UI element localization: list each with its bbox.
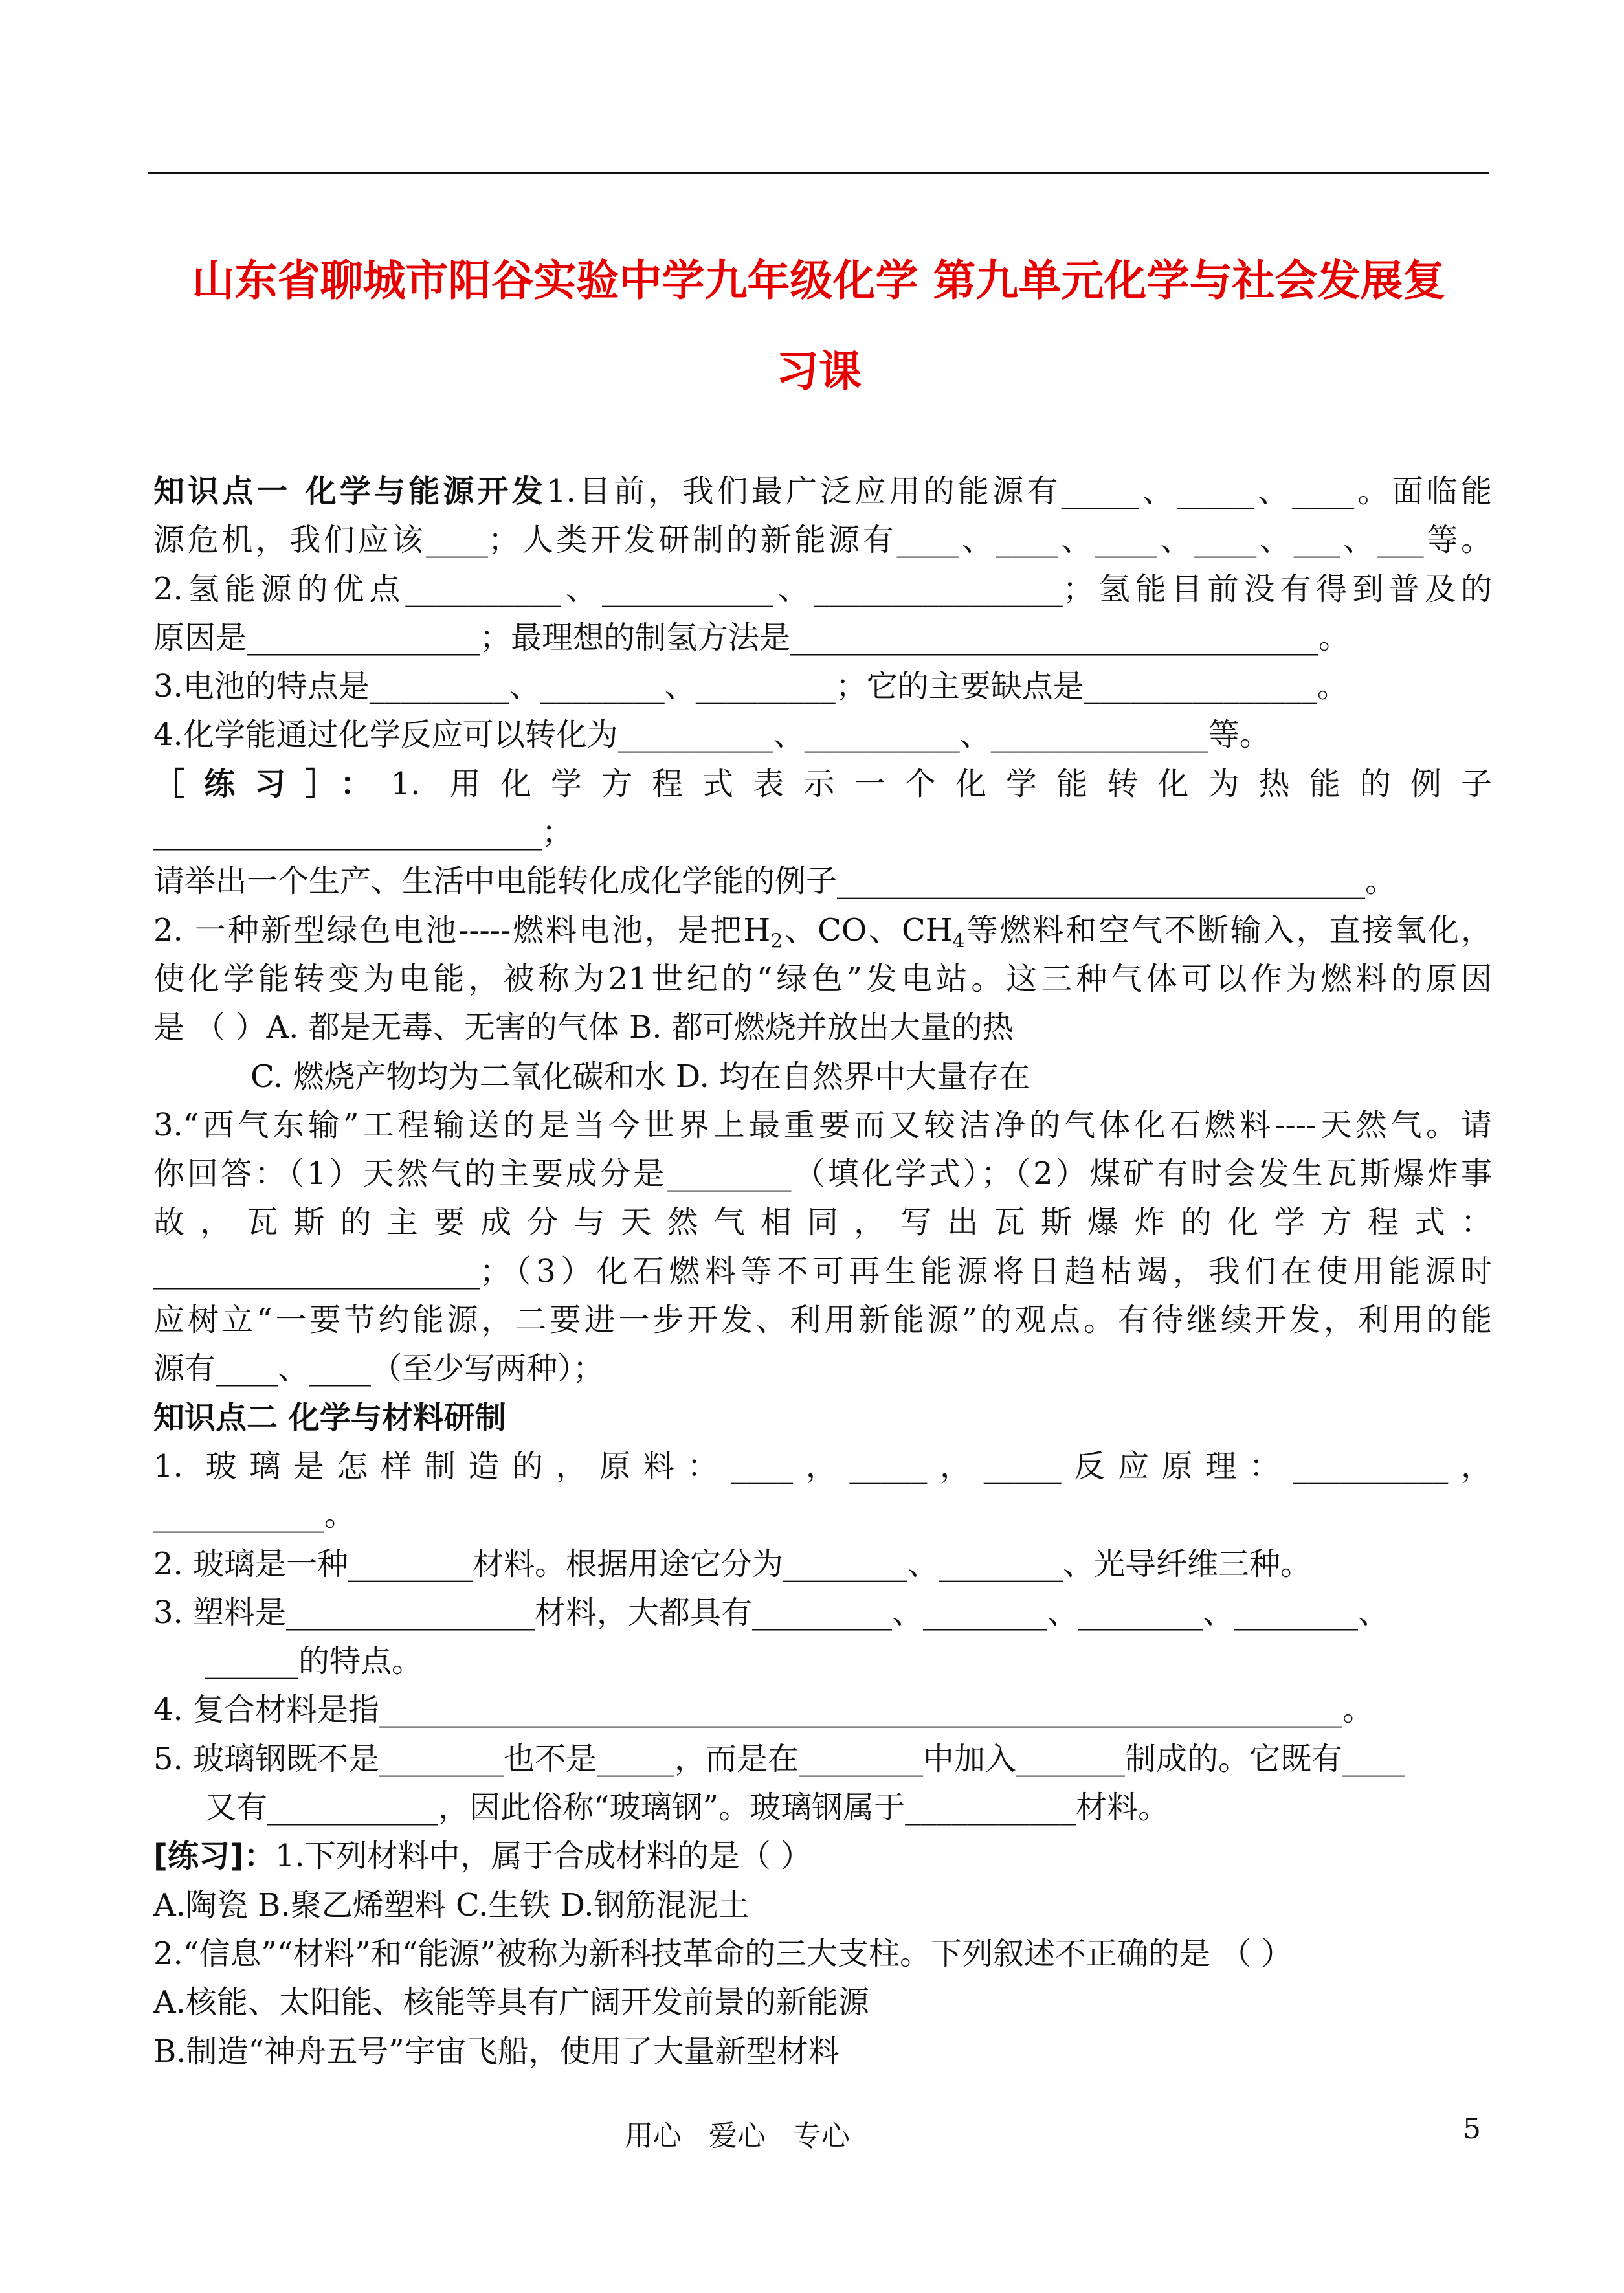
text-line: [153, 809, 1492, 857]
text-segment: 使化学能转变为电能，被称为21世纪的“绿色”发电站。这三种气体可以作为燃料的原因: [153, 960, 1492, 997]
text-line: [153, 1198, 1492, 1247]
text-segment: 4.化学能通过化学反应可以转化为__________、__________、______________等。: [153, 717, 1271, 754]
text-segment: 故，瓦斯的主要成分与天然气相同，写出瓦斯爆炸的化学方程式：: [153, 1204, 1492, 1241]
text-segment: 应树立“一要节约能源，二要进一步开发、利用新能源”的观点。有待继续开发，利用的能: [153, 1302, 1492, 1339]
text-segment: 、CO、CH: [783, 912, 953, 948]
text-segment: ______的特点。: [205, 1643, 423, 1680]
document-title-line-1: 山东省聊城市阳谷实验中学九年级化学 第九单元化学与社会发展复: [192, 256, 1446, 306]
section-heading: 知识点二 化学与材料研制: [153, 1399, 506, 1436]
document-title-line-2: 习课: [776, 346, 862, 396]
text-segment: 5. 玻璃钢既不是________也不是_____，而是在________中加入_______制成的。它既有____: [153, 1740, 1405, 1777]
text-segment: 3.“西气东输”工程输送的是当今世界上最重要而又较洁净的气体化石燃料----天然气。请: [153, 1106, 1492, 1143]
text-line: [153, 1686, 1492, 1734]
text-segment: 3. 塑料是________________材料，大都具有_________、________、________、________、: [153, 1594, 1390, 1631]
text-line: [153, 955, 1492, 1003]
text-line: [153, 516, 1492, 565]
text-segment: B.制造“神舟五号”宇宙飞船，使用了大量新型材料: [153, 2033, 840, 2070]
header-rule: [148, 172, 1489, 174]
text-line: [153, 1978, 1492, 2027]
text-line: [153, 1247, 1492, 1296]
text-line: [153, 1442, 1492, 1491]
text-segment: 源危机，我们应该____；人类开发研制的新能源有____、____、____、____、___、___等。: [153, 522, 1492, 559]
subscript: 4: [952, 930, 965, 953]
text-segment: 请举出一个生产、生活中电能转化成化学能的例子__________________________________。: [153, 863, 1397, 900]
text-line: [153, 1637, 1492, 1686]
text-segment: ___________。: [153, 1497, 356, 1534]
text-line: [153, 1881, 1492, 1930]
text-line: [153, 1053, 1492, 1101]
text-segment: A.陶瓷 B.聚乙烯塑料 C.生铁 D.钢筋混泥土: [153, 1886, 750, 1923]
text-line: [153, 1784, 1492, 1832]
subscript: 2: [770, 930, 783, 953]
text-line: [153, 1101, 1492, 1150]
text-line: [153, 760, 1492, 809]
text-line: [153, 1930, 1492, 1978]
text-segment: 源有____、____（至少写两种）；: [153, 1350, 605, 1387]
section-heading: ［练习］：: [153, 765, 391, 802]
text-line: [153, 1296, 1492, 1345]
text-segment: 1.目前，我们最广泛应用的能源有_____、_____、____。面临能: [546, 473, 1492, 509]
footer-motto: 用心 爱心 专心: [625, 2120, 850, 2153]
text-segment: 1. 用化学方程式表示一个化学能转化为热能的例子: [390, 765, 1492, 802]
text-segment: 是 （ ）A. 都是无毒、无害的气体 B. 都可燃烧并放出大量的热: [153, 1009, 1014, 1046]
text-segment: A.核能、太阳能、核能等具有广阔开发前景的新能源: [153, 1984, 869, 2021]
text-line: [153, 1491, 1492, 1539]
text-segment: 4. 复合材料是指______________________________________________________________。: [153, 1692, 1374, 1728]
text-line: [153, 857, 1492, 906]
text-segment: 2. 玻璃是一种________材料。根据用途它分为________、________、光导纤维三种。: [153, 1545, 1312, 1582]
text-line: [153, 1540, 1492, 1589]
page-number: 5: [1463, 2112, 1481, 2145]
text-line: [153, 662, 1492, 711]
text-line: [153, 614, 1492, 662]
document-body: [153, 467, 1492, 2076]
text-segment: 又有___________，因此俗称“玻璃钢”。玻璃钢属于___________材料。: [205, 1789, 1170, 1826]
text-segment: 2. 一种新型绿色电池-----燃料电池，是把H: [153, 912, 771, 948]
text-line: [153, 1003, 1492, 1052]
text-segment: 原因是_______________；最理想的制氢方法是__________________________________。: [153, 619, 1350, 656]
text-segment: 1.下列材料中，属于合成材料的是（ ）: [274, 1838, 812, 1875]
section-heading: 知识点一 化学与能源开发: [153, 473, 546, 509]
text-line: [153, 1832, 1492, 1881]
text-segment: _____________________；（3）化石燃料等不可再生能源将日趋枯竭，我们在使用能源时: [153, 1253, 1492, 1290]
text-segment: C. 燃烧产物均为二氧化碳和水 D. 均在自然界中大量存在: [250, 1058, 1030, 1095]
text-segment: 2.“信息”“材料”和“能源”被称为新科技革命的三大支柱。下列叙述不正确的是 （ ）: [153, 1935, 1293, 1972]
page-footer: [0, 2112, 1624, 2158]
text-line: [153, 711, 1492, 759]
text-segment: 等燃料和空气不断输入，直接氧化，: [964, 912, 1492, 948]
section-heading: [练习]：: [153, 1838, 275, 1875]
text-line: [153, 1345, 1492, 1393]
text-segment: 3.电池的特点是_________、________、_________；它的主要缺点是_______________。: [153, 668, 1348, 705]
text-line: [153, 1735, 1492, 1784]
text-line: [153, 2028, 1492, 2076]
text-line: [153, 1589, 1492, 1637]
text-line: [153, 1394, 1492, 1442]
text-segment: _________________________；: [153, 814, 573, 851]
text-line: [153, 1150, 1492, 1198]
text-segment: 1. 玻璃是怎样制造的，原料：____，_____，_____反应原理：__________，: [153, 1448, 1492, 1484]
text-line: [153, 565, 1492, 614]
text-line: [153, 906, 1492, 955]
text-segment: 你回答：（1）天然气的主要成分是________（填化学式）；（2）煤矿有时会发生瓦斯爆炸事: [153, 1156, 1492, 1192]
text-segment: 2.氢能源的优点__________、___________、________________；氢能目前没有得到普及的: [153, 570, 1492, 607]
text-line: [153, 467, 1492, 516]
